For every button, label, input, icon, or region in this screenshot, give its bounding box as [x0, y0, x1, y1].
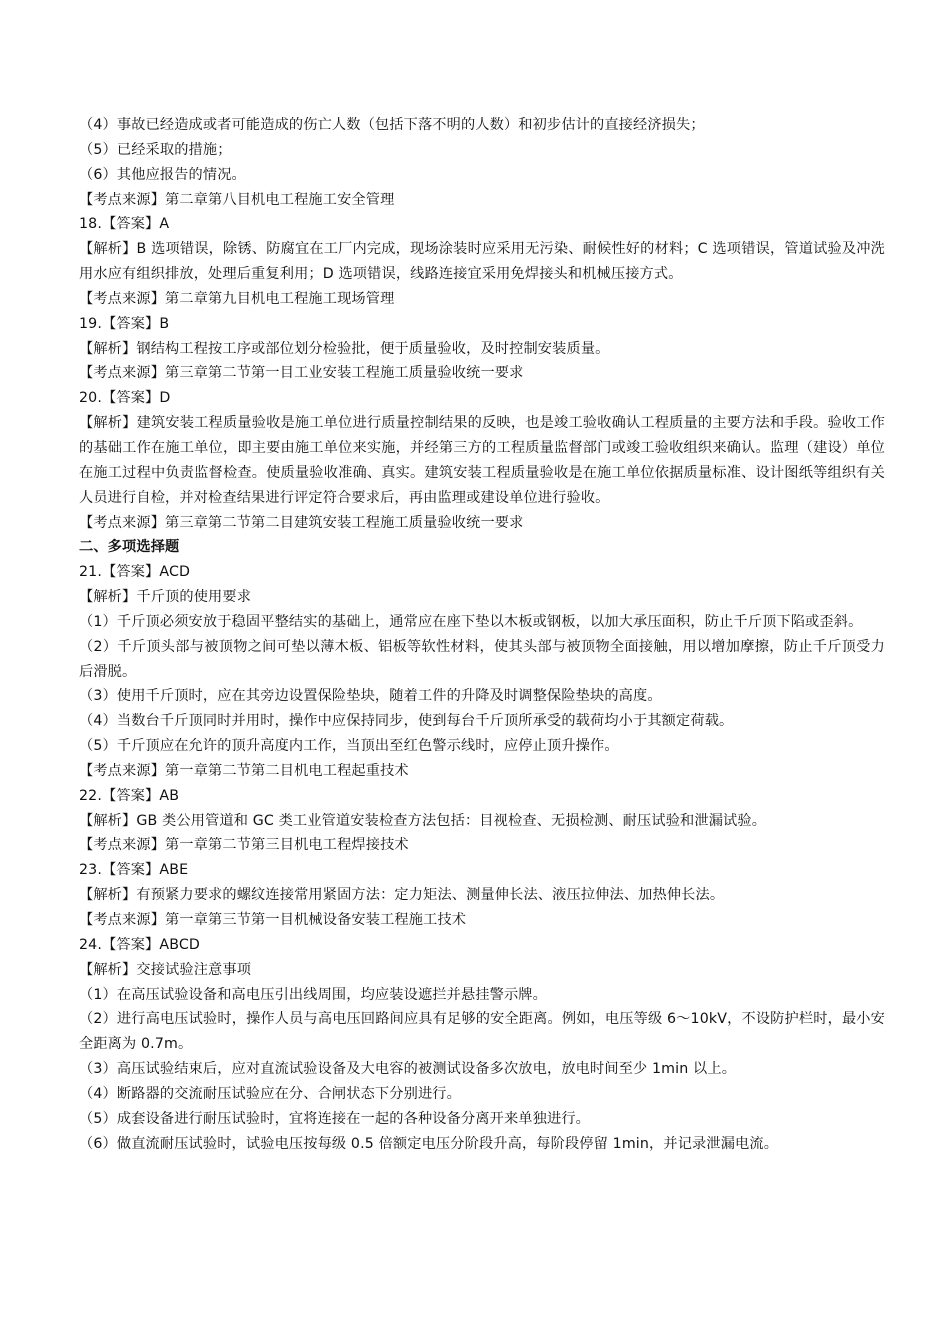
answer-line: 21.【答案】ACD — [79, 564, 191, 581]
list-paragraph: （2）千斤顶头部与被顶物之间可垫以薄木板、铝板等软性材料，使其头部与被顶物全面接触，用以增加摩擦，防止千斤顶受力后滑脱。 — [79, 638, 885, 680]
source-line: 【考点来源】第二章第九目机电工程施工现场管理 — [79, 290, 395, 307]
explanation-line: 【解析】有预紧力要求的螺纹连接常用紧固方法：定力矩法、测量伸长法、液压拉伸法、加热伸长法。 — [79, 887, 725, 904]
explanation-line: 【解析】千斤顶的使用要求 — [79, 589, 252, 606]
document-body — [79, 113, 885, 1156]
answer-line: 19.【答案】B — [79, 315, 170, 332]
explanation-line: 【解析】钢结构工程按工序或部位划分检验批，便于质量验收，及时控制安装质量。 — [79, 340, 610, 357]
answer-line: 22.【答案】AB — [79, 787, 180, 804]
text-line: （4）事故已经造成或者可能造成的伤亡人数（包括下落不明的人数）和初步估计的直接经济损失； — [79, 117, 705, 133]
list-line: （5）成套设备进行耐压试验时，宜将连接在一起的各种设备分离开来单独进行。 — [79, 1110, 590, 1127]
source-line: 【考点来源】第一章第三节第一目机械设备安装工程施工技术 — [79, 912, 467, 928]
list-paragraph: （1）千斤顶必须安放于稳固平整结实的基础上，通常应在座下垫以木板或钢板，以加大承压面积，防止千斤顶下陷或歪斜。 — [79, 613, 863, 630]
source-line: 【考点来源】第二章第八目机电工程施工安全管理 — [79, 191, 395, 208]
list-paragraph: （2）进行高电压试验时，操作人员与高电压回路间应具有足够的安全距离。例如，电压等级 6～10kV，不设防护栏时，最小安全距离为 0.7m。 — [79, 1011, 885, 1053]
list-line: （1）在高压试验设备和高电压引出线周围，均应装设遮拦并悬挂警示牌。 — [79, 986, 547, 1003]
source-line: 【考点来源】第三章第二节第一目工业安装工程施工质量验收统一要求 — [79, 365, 524, 382]
list-line: （3）使用千斤顶时，应在其旁边设置保险垫块，随着工件的升降及时调整保险垫块的高度。 — [79, 688, 662, 705]
text-line: （5）已经采取的措施； — [79, 141, 232, 158]
answer-line: 23.【答案】ABE — [79, 862, 189, 879]
explanation-paragraph: 【解析】B 选项错误，除锈、防腐宜在工厂内完成，现场涂装时应采用无污染、耐候性好的材料；C 选项错误，管道试验及冲洗用水应有组织排放，处理后重复利用；D 选项错误，线路连接宜采用免焊接头和机械压接方式。 — [79, 241, 885, 283]
list-line: （3）高压试验结束后，应对直流试验设备及大电容的被测试设备多次放电，放电时间至少 1min 以上。 — [79, 1061, 737, 1078]
answer-line: 24.【答案】ABCD — [79, 936, 200, 953]
explanation-line: 【解析】交接试验注意事项 — [79, 961, 252, 978]
answer-line: 18.【答案】A — [79, 216, 170, 233]
list-line: （4）当数台千斤顶同时并用时，操作中应保持同步，使到每台千斤顶所承受的载荷均小于其额定荷载。 — [79, 713, 734, 730]
source-line: 【考点来源】第一章第二节第二目机电工程起重技术 — [79, 762, 409, 779]
list-line: （6）做直流耐压试验时，试验电压按每级 0.5 倍额定电压分阶段升高，每阶段停留 1min，并记录泄漏电流。 — [79, 1135, 779, 1152]
list-line: （4）断路器的交流耐压试验应在分、合闸状态下分别进行。 — [79, 1085, 461, 1102]
source-line: 【考点来源】第一章第二节第三目机电工程焊接技术 — [79, 837, 409, 854]
explanation-paragraph: 【解析】建筑安装工程质量验收是施工单位进行质量控制结果的反映，也是竣工验收确认工程质量的主要方法和手段。验收工作的基础工作在施工单位，即主要由施工单位来实施，并经第三方的工程质量监督部门或竣工验收组织来确认。监理（建设）单位在施工过程中负责监督检查。使质量验收准确、真实。建筑安装工程质量验收是在施工单位依据质量标准、设计图纸等组织有关人员进行自检，并对检查结果进行评定符合要求后，再由监理或建设单位进行验收。 — [79, 415, 885, 506]
explanation-line: 【解析】GB 类公用管道和 GC 类工业管道安装检查方法包括：目视检查、无损检测、耐压试验和泄漏试验。 — [79, 812, 767, 829]
source-line: 【考点来源】第三章第二节第二目建筑安装工程施工质量验收统一要求 — [79, 514, 524, 531]
section-heading: 二、多项选择题 — [79, 539, 180, 556]
text-line: （6）其他应报告的情况。 — [79, 166, 246, 183]
answer-line: 20.【答案】D — [79, 390, 171, 407]
list-line: （5）千斤顶应在允许的顶升高度内工作，当顶出至红色警示线时，应停止顶升操作。 — [79, 738, 619, 755]
